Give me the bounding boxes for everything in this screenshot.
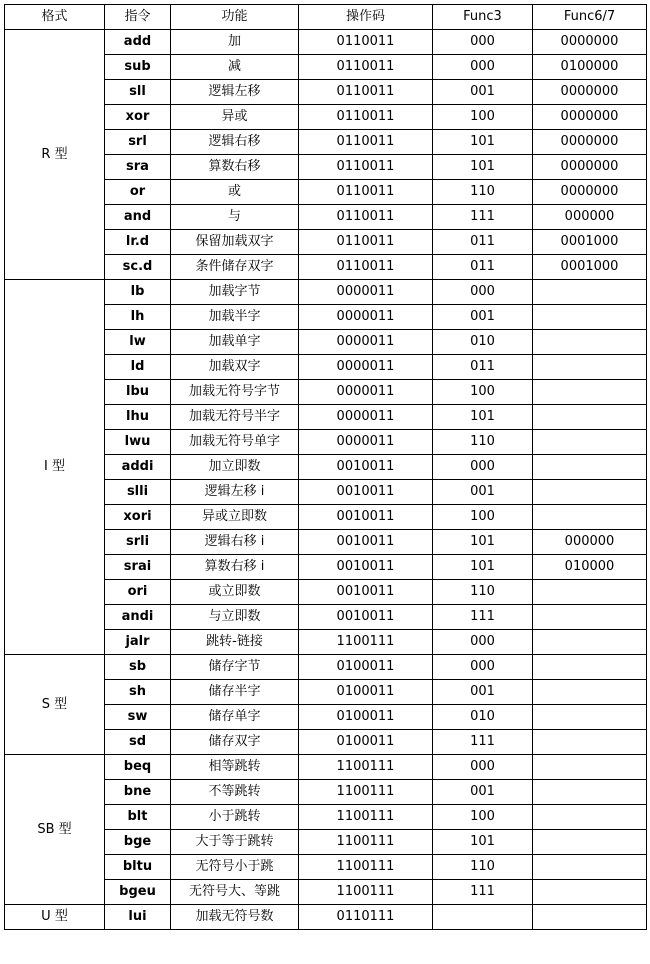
function-cell: 加载半字 <box>171 305 299 330</box>
func3-cell: 011 <box>433 230 533 255</box>
func67-cell <box>533 280 647 305</box>
func67-cell <box>533 355 647 380</box>
instruction-cell: bne <box>105 780 171 805</box>
func3-cell: 111 <box>433 730 533 755</box>
func67-cell: 0000000 <box>533 105 647 130</box>
opcode-cell: 1100111 <box>299 855 433 880</box>
instruction-cell: srl <box>105 130 171 155</box>
func67-cell <box>533 755 647 780</box>
func67-cell <box>533 855 647 880</box>
func67-cell <box>533 730 647 755</box>
opcode-cell: 0110011 <box>299 130 433 155</box>
format-cell: SB 型 <box>5 755 105 905</box>
func67-cell: 0001000 <box>533 230 647 255</box>
instruction-cell: add <box>105 30 171 55</box>
instruction-cell: ori <box>105 580 171 605</box>
func3-cell: 110 <box>433 580 533 605</box>
opcode-cell: 0110011 <box>299 80 433 105</box>
instruction-cell: lui <box>105 905 171 930</box>
opcode-cell: 0100011 <box>299 680 433 705</box>
func67-cell: 0000000 <box>533 155 647 180</box>
instruction-cell: sra <box>105 155 171 180</box>
opcode-cell: 0110011 <box>299 230 433 255</box>
function-cell: 无符号小于跳 <box>171 855 299 880</box>
func67-cell <box>533 880 647 905</box>
func67-cell <box>533 480 647 505</box>
function-cell: 大于等于跳转 <box>171 830 299 855</box>
func3-cell: 100 <box>433 380 533 405</box>
func67-cell: 000000 <box>533 205 647 230</box>
instruction-cell: xor <box>105 105 171 130</box>
opcode-cell: 1100111 <box>299 805 433 830</box>
format-cell: S 型 <box>5 655 105 755</box>
instruction-cell: xori <box>105 505 171 530</box>
func3-cell: 001 <box>433 80 533 105</box>
opcode-cell: 0010011 <box>299 505 433 530</box>
instruction-cell: lwu <box>105 430 171 455</box>
func3-cell: 001 <box>433 780 533 805</box>
function-cell: 条件储存双字 <box>171 255 299 280</box>
function-cell: 加载双字 <box>171 355 299 380</box>
func3-cell: 110 <box>433 180 533 205</box>
function-cell: 无符号大、等跳 <box>171 880 299 905</box>
func67-cell: 0000000 <box>533 180 647 205</box>
func67-cell: 0000000 <box>533 130 647 155</box>
func3-cell: 010 <box>433 705 533 730</box>
opcode-cell: 0010011 <box>299 555 433 580</box>
instruction-cell: jalr <box>105 630 171 655</box>
header-function: 功能 <box>171 5 299 30</box>
func3-cell: 111 <box>433 605 533 630</box>
func67-cell: 0000000 <box>533 80 647 105</box>
opcode-cell: 0000011 <box>299 380 433 405</box>
header-format: 格式 <box>5 5 105 30</box>
function-cell: 逻辑左移 <box>171 80 299 105</box>
header-instruction: 指令 <box>105 5 171 30</box>
opcode-cell: 0010011 <box>299 605 433 630</box>
opcode-cell: 0010011 <box>299 480 433 505</box>
opcode-cell: 1100111 <box>299 755 433 780</box>
func3-cell: 111 <box>433 205 533 230</box>
func67-cell <box>533 405 647 430</box>
instruction-cell: sw <box>105 705 171 730</box>
func3-cell: 101 <box>433 555 533 580</box>
instruction-cell: sub <box>105 55 171 80</box>
function-cell: 或立即数 <box>171 580 299 605</box>
function-cell: 算数右移 i <box>171 555 299 580</box>
instruction-cell: sb <box>105 655 171 680</box>
func67-cell <box>533 655 647 680</box>
function-cell: 加载字节 <box>171 280 299 305</box>
opcode-cell: 0100011 <box>299 655 433 680</box>
func67-cell: 0000000 <box>533 30 647 55</box>
function-cell: 加载单字 <box>171 330 299 355</box>
function-cell: 储存单字 <box>171 705 299 730</box>
func67-cell <box>533 455 647 480</box>
opcode-cell: 0000011 <box>299 305 433 330</box>
func67-cell <box>533 605 647 630</box>
function-cell: 储存双字 <box>171 730 299 755</box>
function-cell: 相等跳转 <box>171 755 299 780</box>
function-cell: 加 <box>171 30 299 55</box>
instruction-cell: bgeu <box>105 880 171 905</box>
func67-cell: 010000 <box>533 555 647 580</box>
function-cell: 加载无符号数 <box>171 905 299 930</box>
instruction-cell: slli <box>105 480 171 505</box>
opcode-cell: 0110011 <box>299 255 433 280</box>
function-cell: 与立即数 <box>171 605 299 630</box>
func3-cell: 101 <box>433 155 533 180</box>
opcode-cell: 0110011 <box>299 180 433 205</box>
opcode-cell: 0000011 <box>299 280 433 305</box>
func3-cell: 000 <box>433 755 533 780</box>
func67-cell <box>533 805 647 830</box>
func3-cell: 000 <box>433 455 533 480</box>
format-cell: R 型 <box>5 30 105 280</box>
instruction-cell: andi <box>105 605 171 630</box>
instruction-cell: srli <box>105 530 171 555</box>
func67-cell <box>533 505 647 530</box>
instruction-cell: or <box>105 180 171 205</box>
header-func67: Func6/7 <box>533 5 647 30</box>
function-cell: 加载无符号单字 <box>171 430 299 455</box>
table-body <box>5 30 647 930</box>
function-cell: 或 <box>171 180 299 205</box>
function-cell: 逻辑左移 i <box>171 480 299 505</box>
function-cell: 加载无符号字节 <box>171 380 299 405</box>
func3-cell: 110 <box>433 430 533 455</box>
table-row <box>5 655 647 680</box>
table-row <box>5 755 647 780</box>
instruction-cell: bge <box>105 830 171 855</box>
function-cell: 减 <box>171 55 299 80</box>
function-cell: 与 <box>171 205 299 230</box>
instruction-cell: sh <box>105 680 171 705</box>
opcode-cell: 0000011 <box>299 330 433 355</box>
function-cell: 不等跳转 <box>171 780 299 805</box>
function-cell: 逻辑右移 <box>171 130 299 155</box>
opcode-cell: 0110111 <box>299 905 433 930</box>
func3-cell: 010 <box>433 330 533 355</box>
header-func3: Func3 <box>433 5 533 30</box>
func3-cell: 000 <box>433 55 533 80</box>
opcode-cell: 1100111 <box>299 830 433 855</box>
instruction-cell: lw <box>105 330 171 355</box>
opcode-cell: 0000011 <box>299 405 433 430</box>
instruction-cell: lh <box>105 305 171 330</box>
func3-cell: 011 <box>433 355 533 380</box>
func3-cell: 101 <box>433 130 533 155</box>
func3-cell: 000 <box>433 280 533 305</box>
func67-cell <box>533 430 647 455</box>
table-row <box>5 280 647 305</box>
func67-cell <box>533 380 647 405</box>
instruction-cell: sd <box>105 730 171 755</box>
opcode-cell: 1100111 <box>299 630 433 655</box>
func3-cell: 001 <box>433 305 533 330</box>
opcode-cell: 0000011 <box>299 355 433 380</box>
func3-cell: 000 <box>433 630 533 655</box>
instruction-cell: ld <box>105 355 171 380</box>
opcode-cell: 0100011 <box>299 730 433 755</box>
header-row <box>5 5 647 30</box>
instruction-cell: blt <box>105 805 171 830</box>
instruction-cell: addi <box>105 455 171 480</box>
instruction-cell: lbu <box>105 380 171 405</box>
instruction-cell: sll <box>105 80 171 105</box>
func3-cell: 101 <box>433 830 533 855</box>
function-cell: 算数右移 <box>171 155 299 180</box>
function-cell: 加立即数 <box>171 455 299 480</box>
function-cell: 储存半字 <box>171 680 299 705</box>
func67-cell <box>533 705 647 730</box>
function-cell: 保留加载双字 <box>171 230 299 255</box>
instruction-cell: sc.d <box>105 255 171 280</box>
func67-cell <box>533 905 647 930</box>
func67-cell: 0001000 <box>533 255 647 280</box>
func67-cell <box>533 680 647 705</box>
function-cell: 异或 <box>171 105 299 130</box>
func3-cell: 000 <box>433 655 533 680</box>
func67-cell: 000000 <box>533 530 647 555</box>
opcode-cell: 0010011 <box>299 580 433 605</box>
opcode-cell: 1100111 <box>299 780 433 805</box>
instruction-cell: bltu <box>105 855 171 880</box>
opcode-cell: 0110011 <box>299 155 433 180</box>
function-cell: 储存字节 <box>171 655 299 680</box>
opcode-cell: 0010011 <box>299 530 433 555</box>
opcode-cell: 0100011 <box>299 705 433 730</box>
opcode-cell: 0110011 <box>299 30 433 55</box>
func3-cell: 100 <box>433 105 533 130</box>
func67-cell <box>533 305 647 330</box>
func67-cell <box>533 780 647 805</box>
func67-cell <box>533 330 647 355</box>
func3-cell: 110 <box>433 855 533 880</box>
func67-cell <box>533 630 647 655</box>
opcode-cell: 0000011 <box>299 430 433 455</box>
function-cell: 逻辑右移 i <box>171 530 299 555</box>
func67-cell: 0100000 <box>533 55 647 80</box>
func67-cell <box>533 830 647 855</box>
opcode-cell: 0010011 <box>299 455 433 480</box>
instruction-cell: beq <box>105 755 171 780</box>
func3-cell: 100 <box>433 505 533 530</box>
function-cell: 小于跳转 <box>171 805 299 830</box>
func3-cell: 100 <box>433 805 533 830</box>
func3-cell: 001 <box>433 480 533 505</box>
func3-cell: 011 <box>433 255 533 280</box>
function-cell: 异或立即数 <box>171 505 299 530</box>
instruction-cell: srai <box>105 555 171 580</box>
instruction-cell: lb <box>105 280 171 305</box>
instruction-cell: and <box>105 205 171 230</box>
header-opcode: 操作码 <box>299 5 433 30</box>
func3-cell <box>433 905 533 930</box>
instruction-table <box>4 4 647 930</box>
func67-cell <box>533 580 647 605</box>
func3-cell: 001 <box>433 680 533 705</box>
opcode-cell: 0110011 <box>299 205 433 230</box>
func3-cell: 101 <box>433 405 533 430</box>
instruction-cell: lr.d <box>105 230 171 255</box>
function-cell: 加载无符号半字 <box>171 405 299 430</box>
func3-cell: 101 <box>433 530 533 555</box>
opcode-cell: 1100111 <box>299 880 433 905</box>
func3-cell: 111 <box>433 880 533 905</box>
format-cell: I 型 <box>5 280 105 655</box>
func3-cell: 000 <box>433 30 533 55</box>
instruction-cell: lhu <box>105 405 171 430</box>
format-cell: U 型 <box>5 905 105 930</box>
opcode-cell: 0110011 <box>299 55 433 80</box>
function-cell: 跳转-链接 <box>171 630 299 655</box>
table-row <box>5 30 647 55</box>
table-row <box>5 905 647 930</box>
opcode-cell: 0110011 <box>299 105 433 130</box>
